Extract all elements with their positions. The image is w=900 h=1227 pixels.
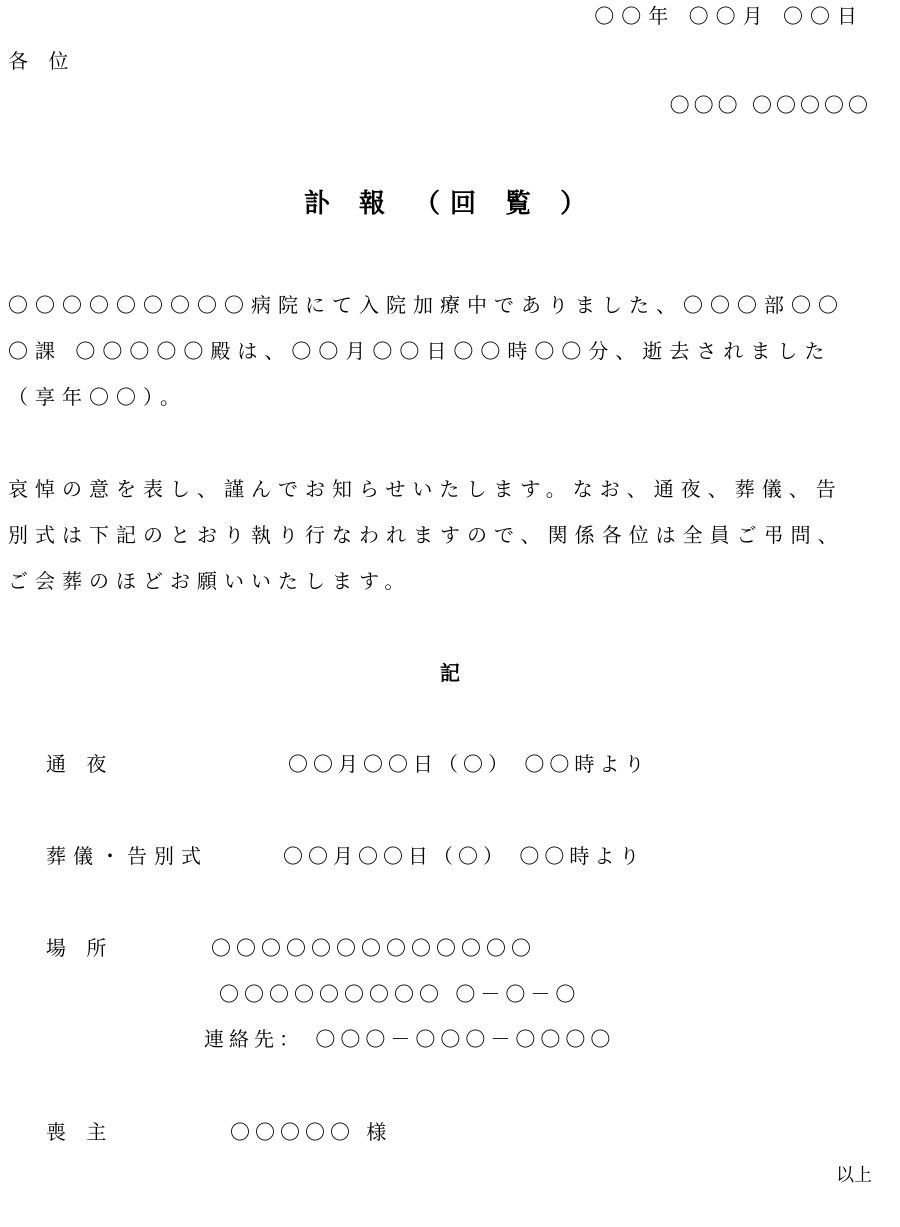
place-contact: 連絡先： 〇〇〇－〇〇〇－〇〇〇〇 (204, 1027, 616, 1051)
paragraph-line: 別式は下記のとおり執り行なわれますので、関係各位は全員ご弔問、 (8, 523, 845, 547)
paragraph-line: 哀悼の意を表し、謹んでお知らせいたします。なお、通夜、葬儀、告 (8, 477, 843, 501)
wake-value: 〇〇月〇〇日（〇） 〇〇時より (288, 752, 650, 776)
place-label: 場 所 (46, 936, 114, 960)
place-name: 〇〇〇〇〇〇〇〇〇〇〇〇〇 (211, 936, 536, 960)
chief-mourner-label: 喪 主 (46, 1120, 114, 1144)
paragraph-line: （享年〇〇）。 (8, 385, 187, 409)
announcement-paragraph (8, 282, 868, 420)
paragraph-line: 〇課 〇〇〇〇〇殿は、〇〇月〇〇日〇〇時〇〇分、逝去されました (8, 339, 832, 363)
funeral-label: 葬儀・告別式 (46, 844, 208, 868)
chief-mourner-value: 〇〇〇〇〇 様 (230, 1120, 392, 1144)
document-title: 訃 報 （回 覧 ） (303, 189, 597, 219)
funeral-value: 〇〇月〇〇日（〇） 〇〇時より (283, 844, 645, 868)
closing-mark: 以上 (836, 1165, 872, 1186)
place-address: 〇〇〇〇〇〇〇〇〇 〇－〇－〇 (219, 982, 581, 1006)
paragraph-line: ご会葬のほどお願いいたします。 (8, 569, 412, 593)
ki-heading: 記 (440, 661, 460, 685)
wake-label: 通 夜 (46, 752, 114, 776)
sender-name: 〇〇〇 〇〇〇〇〇 (669, 93, 872, 117)
document-date: 〇〇年 〇〇月 〇〇日 (594, 4, 864, 28)
notice-paragraph (8, 466, 868, 604)
paragraph-line: 〇〇〇〇〇〇〇〇〇病院にて入院加療中でありました、〇〇〇部〇〇 (8, 293, 845, 317)
addressee: 各 位 (8, 49, 76, 73)
